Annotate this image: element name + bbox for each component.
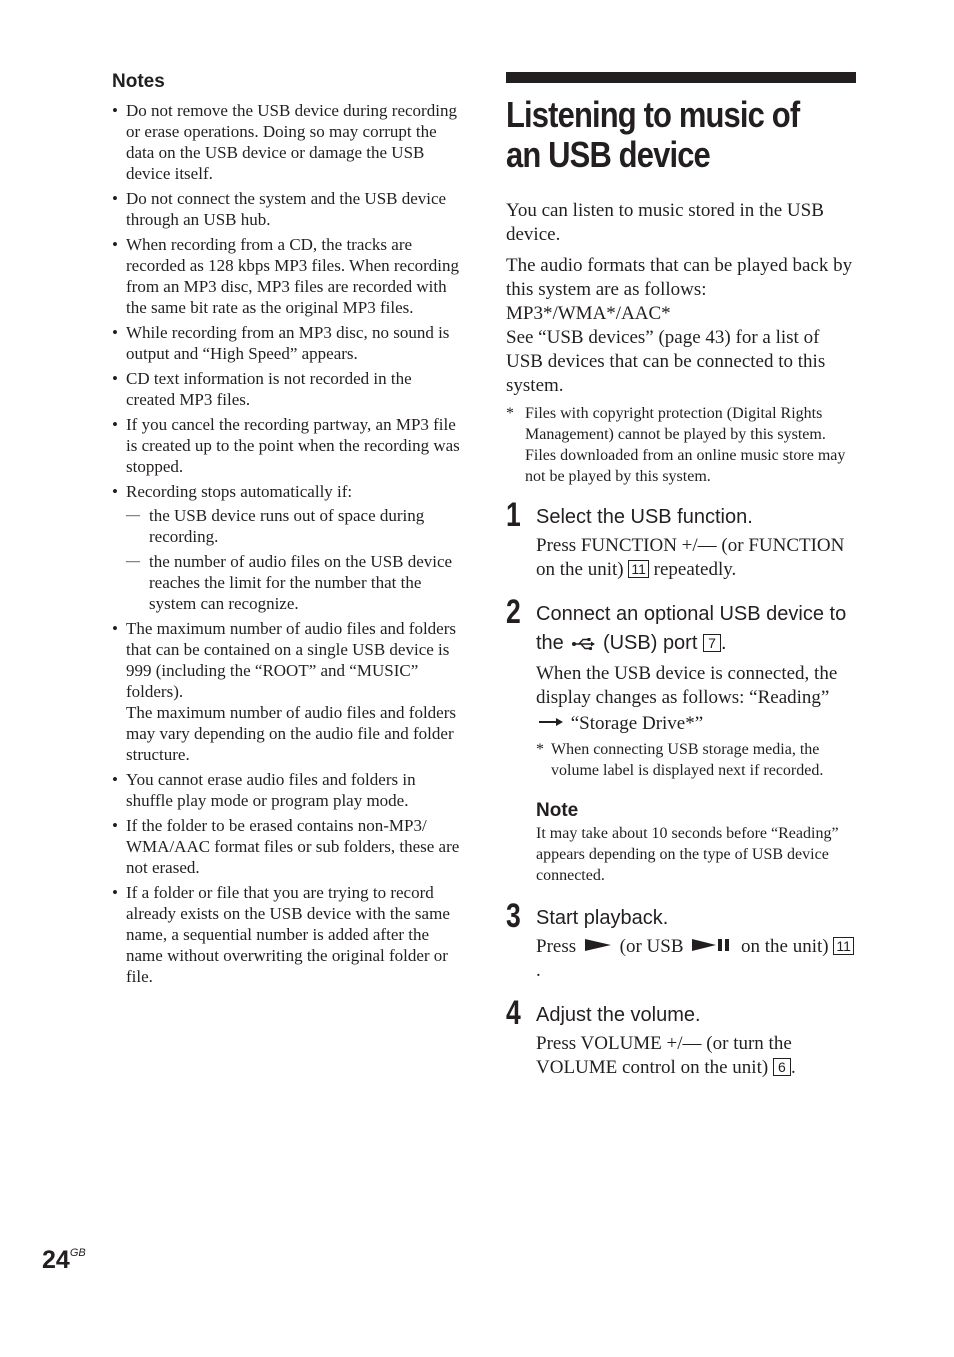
list-item: • CD text information is not recorded in the created MP3 files. xyxy=(112,368,464,410)
page-title xyxy=(506,95,850,175)
list-item-max-files xyxy=(112,618,464,765)
list-item: • Do not remove the USB device during recording or erase operations. Doing so may corrupt the data on the USB device or damage the USB device itself. xyxy=(112,100,464,184)
step-heading-text: Connect an optional USB device to the xyxy=(536,603,847,654)
reference-number: 6 xyxy=(773,1058,791,1076)
intro-paragraph: You can listen to music stored in the USB device. xyxy=(506,200,824,245)
page-number-suffix: GB xyxy=(69,1247,86,1259)
play-pause-icon xyxy=(692,935,732,959)
step-2 xyxy=(506,593,858,886)
step-text: (or USB xyxy=(619,936,684,957)
intro-paragraph: The audio formats that can be played back by this system are as follows: MP3*/WMA*/AAC* xyxy=(506,255,853,324)
notes-heading: Notes xyxy=(112,71,165,92)
title-line-1: Listening to music of xyxy=(506,94,800,135)
sub-list-item: — the USB device runs out of space during recording. xyxy=(126,505,464,547)
list-item: • When recording from a CD, the tracks are recorded as 128 kbps MP3 files. When recording from an MP3 disc, MP3 files are recorded with the same bit rate as the original MP3 files. xyxy=(112,234,464,318)
main-column xyxy=(506,72,858,1080)
step-heading-text: . xyxy=(720,632,727,654)
intro xyxy=(506,199,858,398)
step-text: repeatedly. xyxy=(653,559,737,580)
step-1 xyxy=(506,496,858,582)
sub-list-item: — the number of audio files on the USB device reaches the limit for the number that the system can recognize. xyxy=(126,551,464,614)
step-text: on the unit) xyxy=(741,936,829,957)
step-text: Press VOLUME +/— (or turn the VOLUME control on the unit) xyxy=(536,1033,792,1078)
list-item: • While recording from an MP3 disc, no sound is output and “High Speed” appears. xyxy=(112,322,464,364)
step-text: “Storage Drive*” xyxy=(570,713,704,734)
reference-number: 11 xyxy=(628,560,649,578)
step-number: 2 xyxy=(506,593,521,631)
step-text: When the USB device is connected, the display changes as follows: “Reading” xyxy=(536,663,838,708)
list-item-extra: The maximum number of audio files and folders may vary depending on the audio file and folder structure. xyxy=(126,703,456,764)
list-item: • Do not connect the system and the USB device through an USB hub. xyxy=(112,188,464,230)
usb-icon xyxy=(571,631,595,660)
footnote-marker: * xyxy=(536,741,544,758)
step-heading: Start playback. xyxy=(536,907,669,929)
step-body xyxy=(536,1032,858,1080)
step-text: Press xyxy=(536,936,577,957)
footnote xyxy=(506,403,858,487)
intro-paragraph: See “USB devices” (page 43) for a list of USB devices that can be connected to this system. xyxy=(506,327,826,396)
step-4 xyxy=(506,994,858,1080)
page-number-value: 24 xyxy=(42,1246,70,1274)
list-item-text: Recording stops automatically if: xyxy=(126,482,353,501)
title-line-2: an USB device xyxy=(506,134,710,175)
list-item: • If the folder to be erased contains non-MP3/ WMA/AAC format files or sub folders, these are not erased. xyxy=(112,815,464,878)
list-item-text: • The maximum number of audio files and folders that can be contained on a single USB device is 999 (including the “ROOT” and “MUSIC” folders). xyxy=(126,619,456,701)
step-body xyxy=(536,662,858,736)
step-3 xyxy=(506,897,858,983)
step-heading: Select the USB function. xyxy=(536,506,753,528)
step-text: Press FUNCTION +/— (or FUNCTION on the unit) xyxy=(536,535,845,580)
footnote-text: When connecting USB storage media, the volume label is displayed next if recorded. xyxy=(551,741,824,779)
list-item-recording-stops xyxy=(112,481,464,614)
page-number xyxy=(42,1246,86,1275)
notes-column xyxy=(112,70,464,991)
step-footnote xyxy=(536,739,858,781)
step-heading: Adjust the volume. xyxy=(536,1004,701,1026)
step-text: . xyxy=(790,1057,796,1078)
footnote-text: Files downloaded from an online music store may not be played by this system. xyxy=(525,447,846,485)
sub-list xyxy=(126,505,464,614)
footnote-marker: * xyxy=(506,405,514,422)
step-number: 1 xyxy=(506,496,521,534)
list-item: • If a folder or file that you are trying to record already exists on the USB device with the same name, a sequential number is added after the name without overwriting the original folder or file. xyxy=(112,882,464,987)
note-heading: Note xyxy=(536,800,579,821)
step-number: 4 xyxy=(506,994,521,1032)
step-number: 3 xyxy=(506,897,521,935)
play-icon xyxy=(585,935,611,959)
section-rule xyxy=(506,72,856,83)
arrow-right-icon xyxy=(539,710,563,734)
reference-number: 7 xyxy=(703,634,721,652)
list-item: • You cannot erase audio files and folders in shuffle play mode or program play mode. xyxy=(112,769,464,811)
step-body xyxy=(536,534,858,582)
step-text: . xyxy=(536,960,541,981)
reference-number: 11 xyxy=(833,937,854,955)
step-body xyxy=(536,935,858,983)
notes-list xyxy=(112,100,464,987)
footnote-text: Files with copyright protection (Digital Rights Management) cannot be played by this system. xyxy=(525,405,826,443)
step-heading-text: (USB) port xyxy=(602,632,698,654)
list-item: • If you cancel the recording partway, an MP3 file is created up to the point when the recording was stopped. xyxy=(112,414,464,477)
note-body: It may take about 10 seconds before “Reading” appears depending on the type of USB device connected. xyxy=(536,825,839,884)
step-heading xyxy=(536,600,858,660)
